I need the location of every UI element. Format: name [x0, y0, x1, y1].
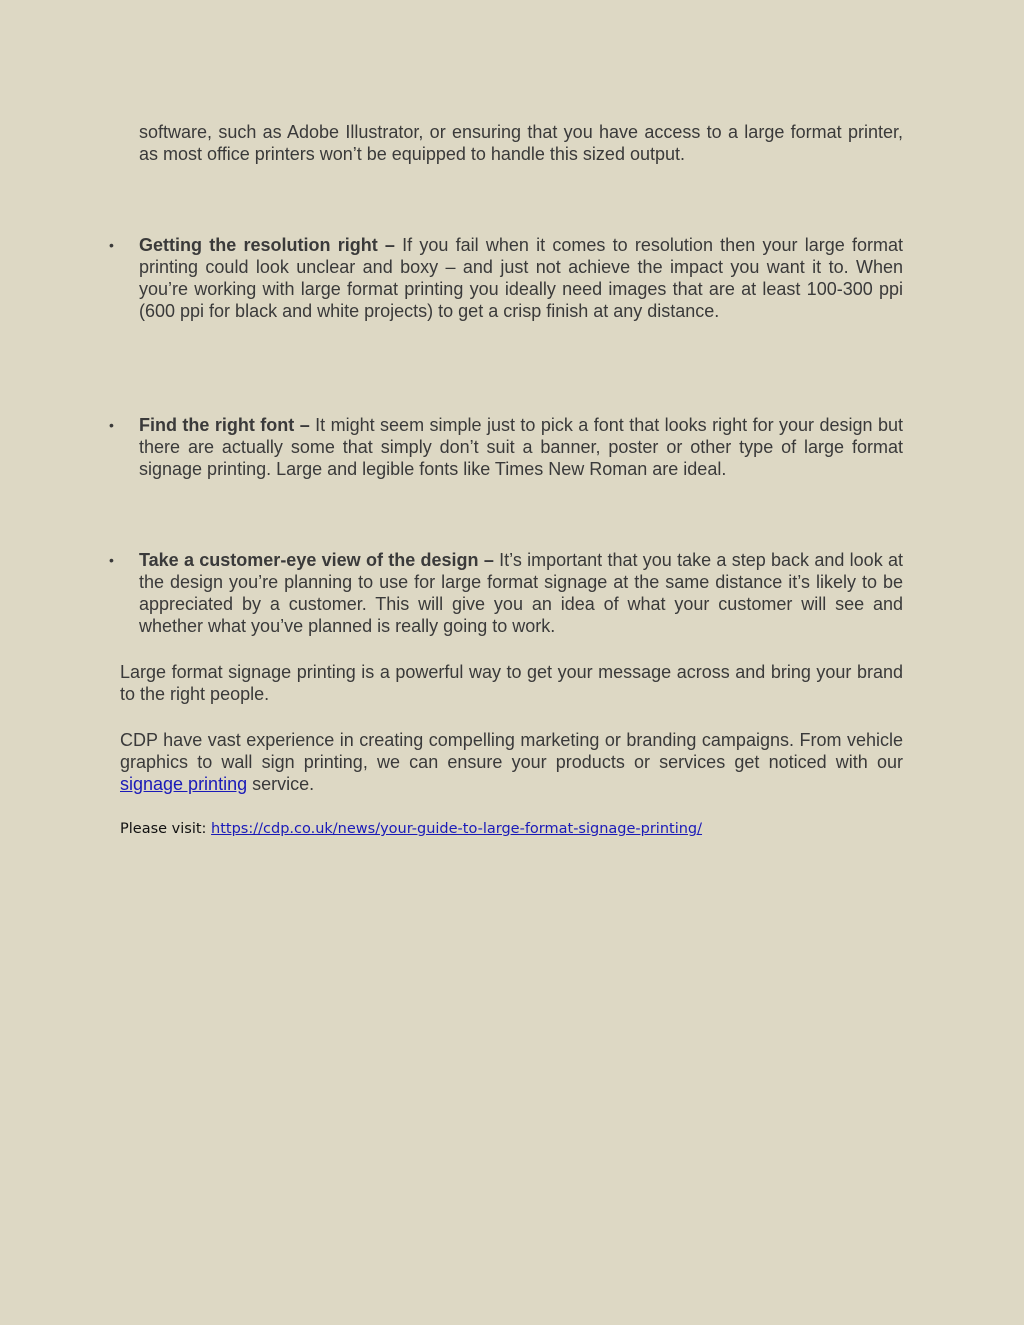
item-body: If you fail when it comes to resolution then your large format printing could look unclear and boxy – and just not achieve the impact you want it to. When you’re working with large format printing you ideally need images that are at least 100-300 ppi (600 ppi for black and white projects) to get a crisp finish at any distance.: [139, 235, 903, 321]
list-item: [109, 414, 903, 480]
item-body: It’s important that you take a step back and look at the design you’re planning to use for large format signage at the same distance it’s likely to be appreciated by a customer. This will give you an idea of what your customer will see and whether what you’ve planned is really going to work.: [139, 550, 903, 636]
signage-printing-link[interactable]: signage printing: [120, 774, 248, 794]
bullet-icon: •: [109, 417, 114, 433]
item-title: Getting the resolution right –: [139, 235, 395, 255]
cdp-paragraph-text: CDP have vast experience in creating compelling marketing or branding campaigns. From vehicle graphics to wall sign printing, we can ensure your products or services get noticed with our: [120, 730, 903, 772]
cdp-paragraph-end: service.: [252, 774, 315, 794]
item-title: Find the right font –: [139, 415, 310, 435]
bullet-icon: •: [109, 237, 114, 253]
visit-url-link[interactable]: https://cdp.co.uk/news/your-guide-to-large-format-signage-printing/: [211, 821, 703, 837]
list-item: [109, 549, 903, 637]
bullet-icon: •: [109, 552, 114, 568]
item-title: Take a customer-eye view of the design –: [139, 550, 494, 570]
summary-paragraph: Large format signage printing is a powerful way to get your message across and bring your brand to the right people.: [120, 662, 903, 704]
visit-line: [120, 819, 903, 839]
cdp-paragraph: [120, 729, 903, 795]
continued-paragraph: software, such as Adobe Illustrator, or ensuring that you have access to a large format printer, as most office printers won’t be equipped to handle this sized output.: [139, 122, 903, 164]
item-body: It might seem simple just to pick a font that looks right for your design but there are actually some that simply don’t suit a banner, poster or other type of large format signage printing. Large and legible fonts like Times New Roman are ideal.: [139, 415, 903, 479]
list-item: [109, 234, 903, 322]
visit-label: Please visit:: [120, 821, 207, 837]
